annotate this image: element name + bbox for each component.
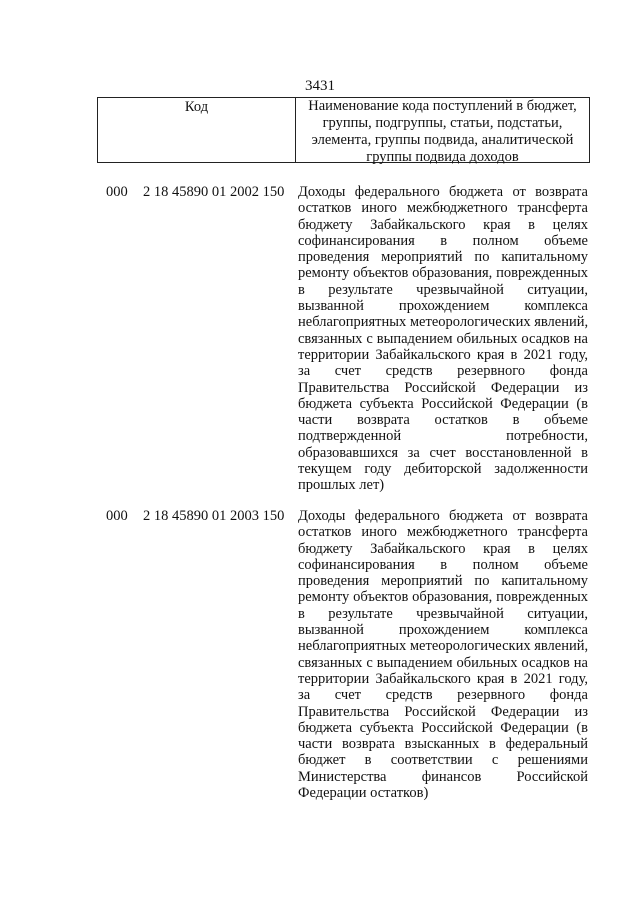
description-line: прошлых лет) bbox=[298, 477, 385, 494]
description-line: части возврата остатков в объеме bbox=[298, 412, 588, 429]
description-line: вызванной прохождением комплекса bbox=[298, 298, 588, 315]
entry-description bbox=[298, 184, 588, 494]
header-name-cell bbox=[296, 98, 589, 165]
description-line: в результате чрезвычайной ситуации, bbox=[298, 605, 588, 622]
entry-prefix: 000 bbox=[106, 184, 128, 200]
description-line: проведения мероприятий по капитальному bbox=[298, 573, 588, 590]
description-line: Федерации остатков) bbox=[298, 785, 429, 802]
description-line: бюджету Забайкальского края в целях bbox=[298, 216, 588, 233]
description-line: остатков иного межбюджетного трансферта bbox=[298, 524, 588, 541]
description-line: в результате чрезвычайной ситуации, bbox=[298, 281, 588, 298]
description-line: Правительства Российской Федерации из bbox=[298, 379, 588, 396]
description-line: связанных с выпадением обильных осадков на bbox=[298, 654, 588, 671]
description-line: Доходы федерального бюджета от возврата bbox=[298, 508, 588, 524]
description-line: неблагоприятных метеорологических явлений, bbox=[298, 314, 588, 331]
entry-prefix: 000 bbox=[106, 508, 128, 524]
description-line: бюджета субъекта Российской Федерации (в bbox=[298, 719, 588, 736]
header-name-line: группы подвида доходов bbox=[366, 149, 519, 165]
description-line: территории Забайкальского края в 2021 году, bbox=[298, 670, 588, 687]
description-line: территории Забайкальского края в 2021 году, bbox=[298, 346, 588, 363]
description-line: текущем году дебиторской задолженности bbox=[298, 461, 588, 478]
entry-code: 2 18 45890 01 2002 150 bbox=[143, 184, 285, 200]
page-number: 3431 bbox=[305, 78, 335, 94]
description-line: софинансирования в полном объеме bbox=[298, 232, 588, 249]
entry-code: 2 18 45890 01 2003 150 bbox=[143, 508, 285, 524]
description-line: софинансирования в полном объеме bbox=[298, 556, 588, 573]
description-line: Доходы федерального бюджета от возврата bbox=[298, 184, 588, 200]
description-line: бюджет в соответствии с решениями bbox=[298, 752, 588, 769]
description-line: Министерства финансов Российской bbox=[298, 768, 588, 785]
description-line: ремонту объектов образования, поврежденных bbox=[298, 589, 588, 606]
header-name-line: группы, подгруппы, статьи, подстатьи, bbox=[322, 115, 563, 131]
description-line: связанных с выпадением обильных осадков на bbox=[298, 330, 588, 347]
description-line: ремонту объектов образования, поврежденных bbox=[298, 265, 588, 282]
description-line: бюджета субъекта Российской Федерации (в bbox=[298, 395, 588, 412]
header-code-cell: Код bbox=[98, 98, 296, 162]
description-line: за счет средств резервного фонда bbox=[298, 687, 588, 704]
description-line: части возврата взысканных в федеральный bbox=[298, 736, 588, 753]
description-line: остатков иного межбюджетного трансферта bbox=[298, 200, 588, 217]
description-line: бюджету Забайкальского края в целях bbox=[298, 540, 588, 557]
entry-description bbox=[298, 508, 588, 801]
table-header bbox=[97, 97, 590, 163]
description-line: Правительства Российской Федерации из bbox=[298, 703, 588, 720]
description-line: за счет средств резервного фонда bbox=[298, 363, 588, 380]
header-name-line: элемента, группы подвида, аналитической bbox=[311, 132, 574, 148]
description-line: образовавшихся за счет восстановленной в bbox=[298, 444, 588, 461]
description-line: проведения мероприятий по капитальному bbox=[298, 249, 588, 266]
header-name-line: Наименование кода поступлений в бюджет, bbox=[308, 98, 577, 114]
description-line: неблагоприятных метеорологических явлений, bbox=[298, 638, 588, 655]
description-line: вызванной прохождением комплекса bbox=[298, 622, 588, 639]
description-line: подтвержденной потребности, bbox=[298, 428, 588, 445]
